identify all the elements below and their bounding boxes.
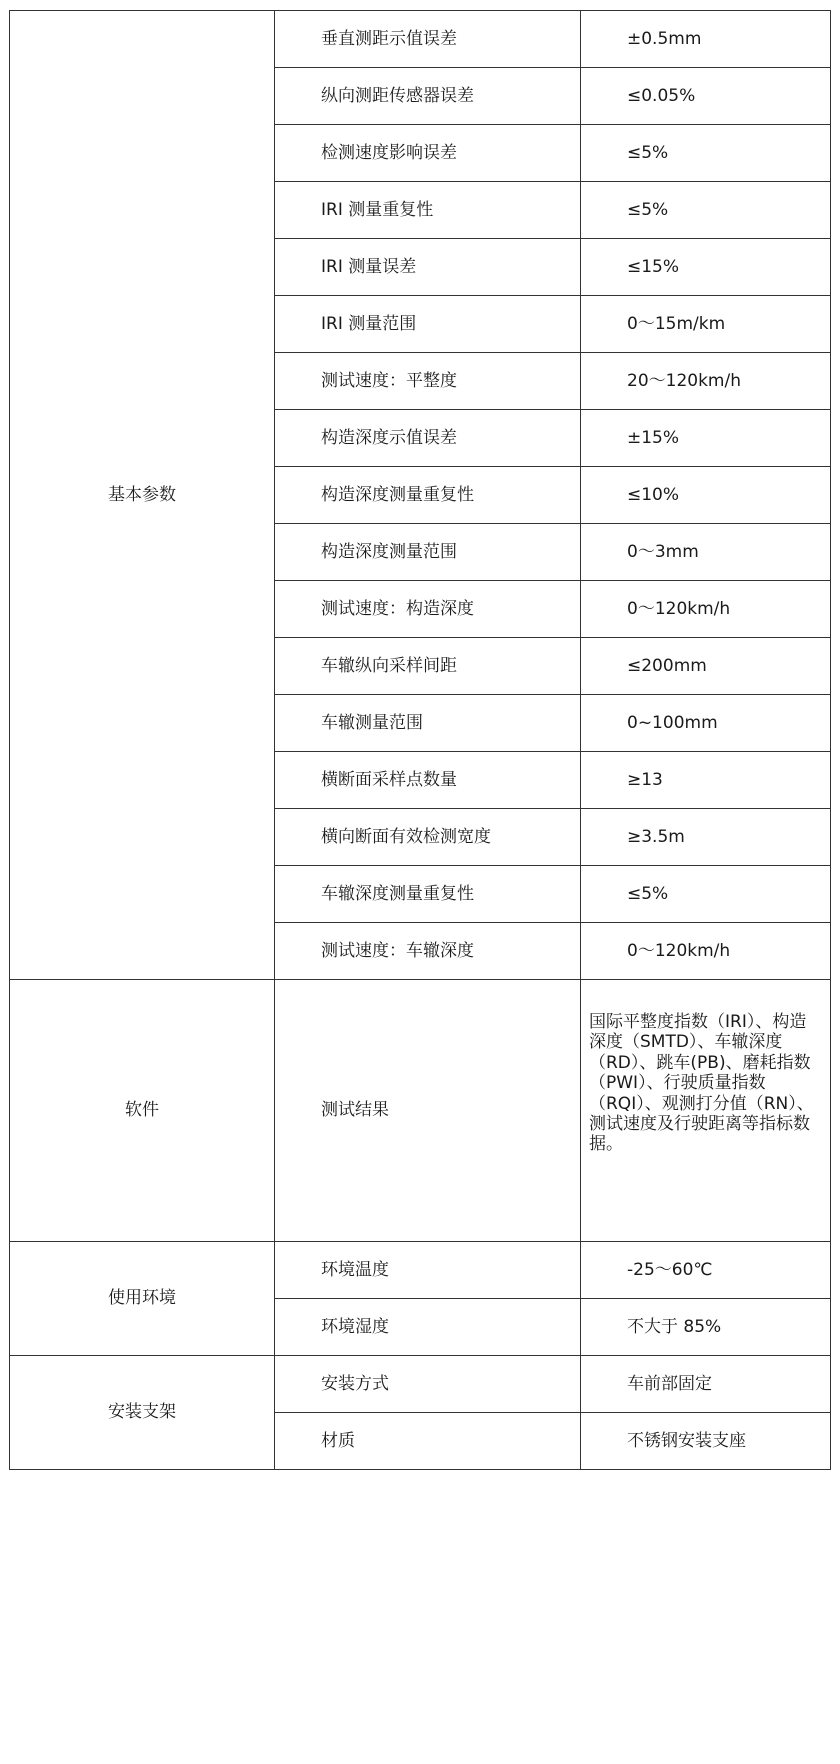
param-name: 测试结果	[275, 980, 581, 1242]
param-value: 20～120km/h	[581, 353, 831, 410]
param-name: 车辙深度测量重复性	[275, 866, 581, 923]
param-name: 构造深度示值误差	[275, 410, 581, 467]
param-name: 测试速度：车辙深度	[275, 923, 581, 980]
category-cell: 基本参数	[10, 11, 275, 980]
param-value: ≤5%	[581, 125, 831, 182]
param-value: ≥13	[581, 752, 831, 809]
param-name: 材质	[275, 1413, 581, 1470]
param-value: ≥3.5m	[581, 809, 831, 866]
param-value: 0～120km/h	[581, 923, 831, 980]
param-value: 0～120km/h	[581, 581, 831, 638]
param-value: 不大于 85%	[581, 1299, 831, 1356]
param-value: 0～3mm	[581, 524, 831, 581]
param-value: 0～15m/km	[581, 296, 831, 353]
param-name: 构造深度测量重复性	[275, 467, 581, 524]
param-value: ≤5%	[581, 182, 831, 239]
param-value: 车前部固定	[581, 1356, 831, 1413]
param-name: 安装方式	[275, 1356, 581, 1413]
param-name: IRI 测量误差	[275, 239, 581, 296]
table-row	[10, 1242, 831, 1299]
param-name: 纵向测距传感器误差	[275, 68, 581, 125]
table-row	[10, 11, 831, 68]
param-name: IRI 测量重复性	[275, 182, 581, 239]
spec-table	[9, 10, 831, 1470]
param-value: 不锈钢安装支座	[581, 1413, 831, 1470]
param-name: 横断面采样点数量	[275, 752, 581, 809]
param-value: 国际平整度指数（IRI）、构造深度（SMTD）、车辙深度（RD）、跳车(PB)、磨耗指数（PWI）、行驶质量指数（RQI）、观测打分值（RN）、测试速度及行驶距离等指标数据。	[581, 980, 831, 1242]
param-name: 检测速度影响误差	[275, 125, 581, 182]
param-value: ≤15%	[581, 239, 831, 296]
param-name: 环境湿度	[275, 1299, 581, 1356]
param-name: 垂直测距示值误差	[275, 11, 581, 68]
param-name: 测试速度：平整度	[275, 353, 581, 410]
param-value: ≤0.05%	[581, 68, 831, 125]
param-value: ±0.5mm	[581, 11, 831, 68]
param-value: -25～60℃	[581, 1242, 831, 1299]
param-value: 0~100mm	[581, 695, 831, 752]
param-name: 横向断面有效检测宽度	[275, 809, 581, 866]
param-value: ≤5%	[581, 866, 831, 923]
param-name: IRI 测量范围	[275, 296, 581, 353]
table-row	[10, 1356, 831, 1413]
param-name: 环境温度	[275, 1242, 581, 1299]
param-name: 测试速度：构造深度	[275, 581, 581, 638]
category-cell: 软件	[10, 980, 275, 1242]
param-name: 构造深度测量范围	[275, 524, 581, 581]
category-cell: 使用环境	[10, 1242, 275, 1356]
param-name: 车辙纵向采样间距	[275, 638, 581, 695]
table-row	[10, 980, 831, 1242]
param-value: ≤200mm	[581, 638, 831, 695]
param-value: ±15%	[581, 410, 831, 467]
param-value: ≤10%	[581, 467, 831, 524]
param-name: 车辙测量范围	[275, 695, 581, 752]
category-cell: 安装支架	[10, 1356, 275, 1470]
